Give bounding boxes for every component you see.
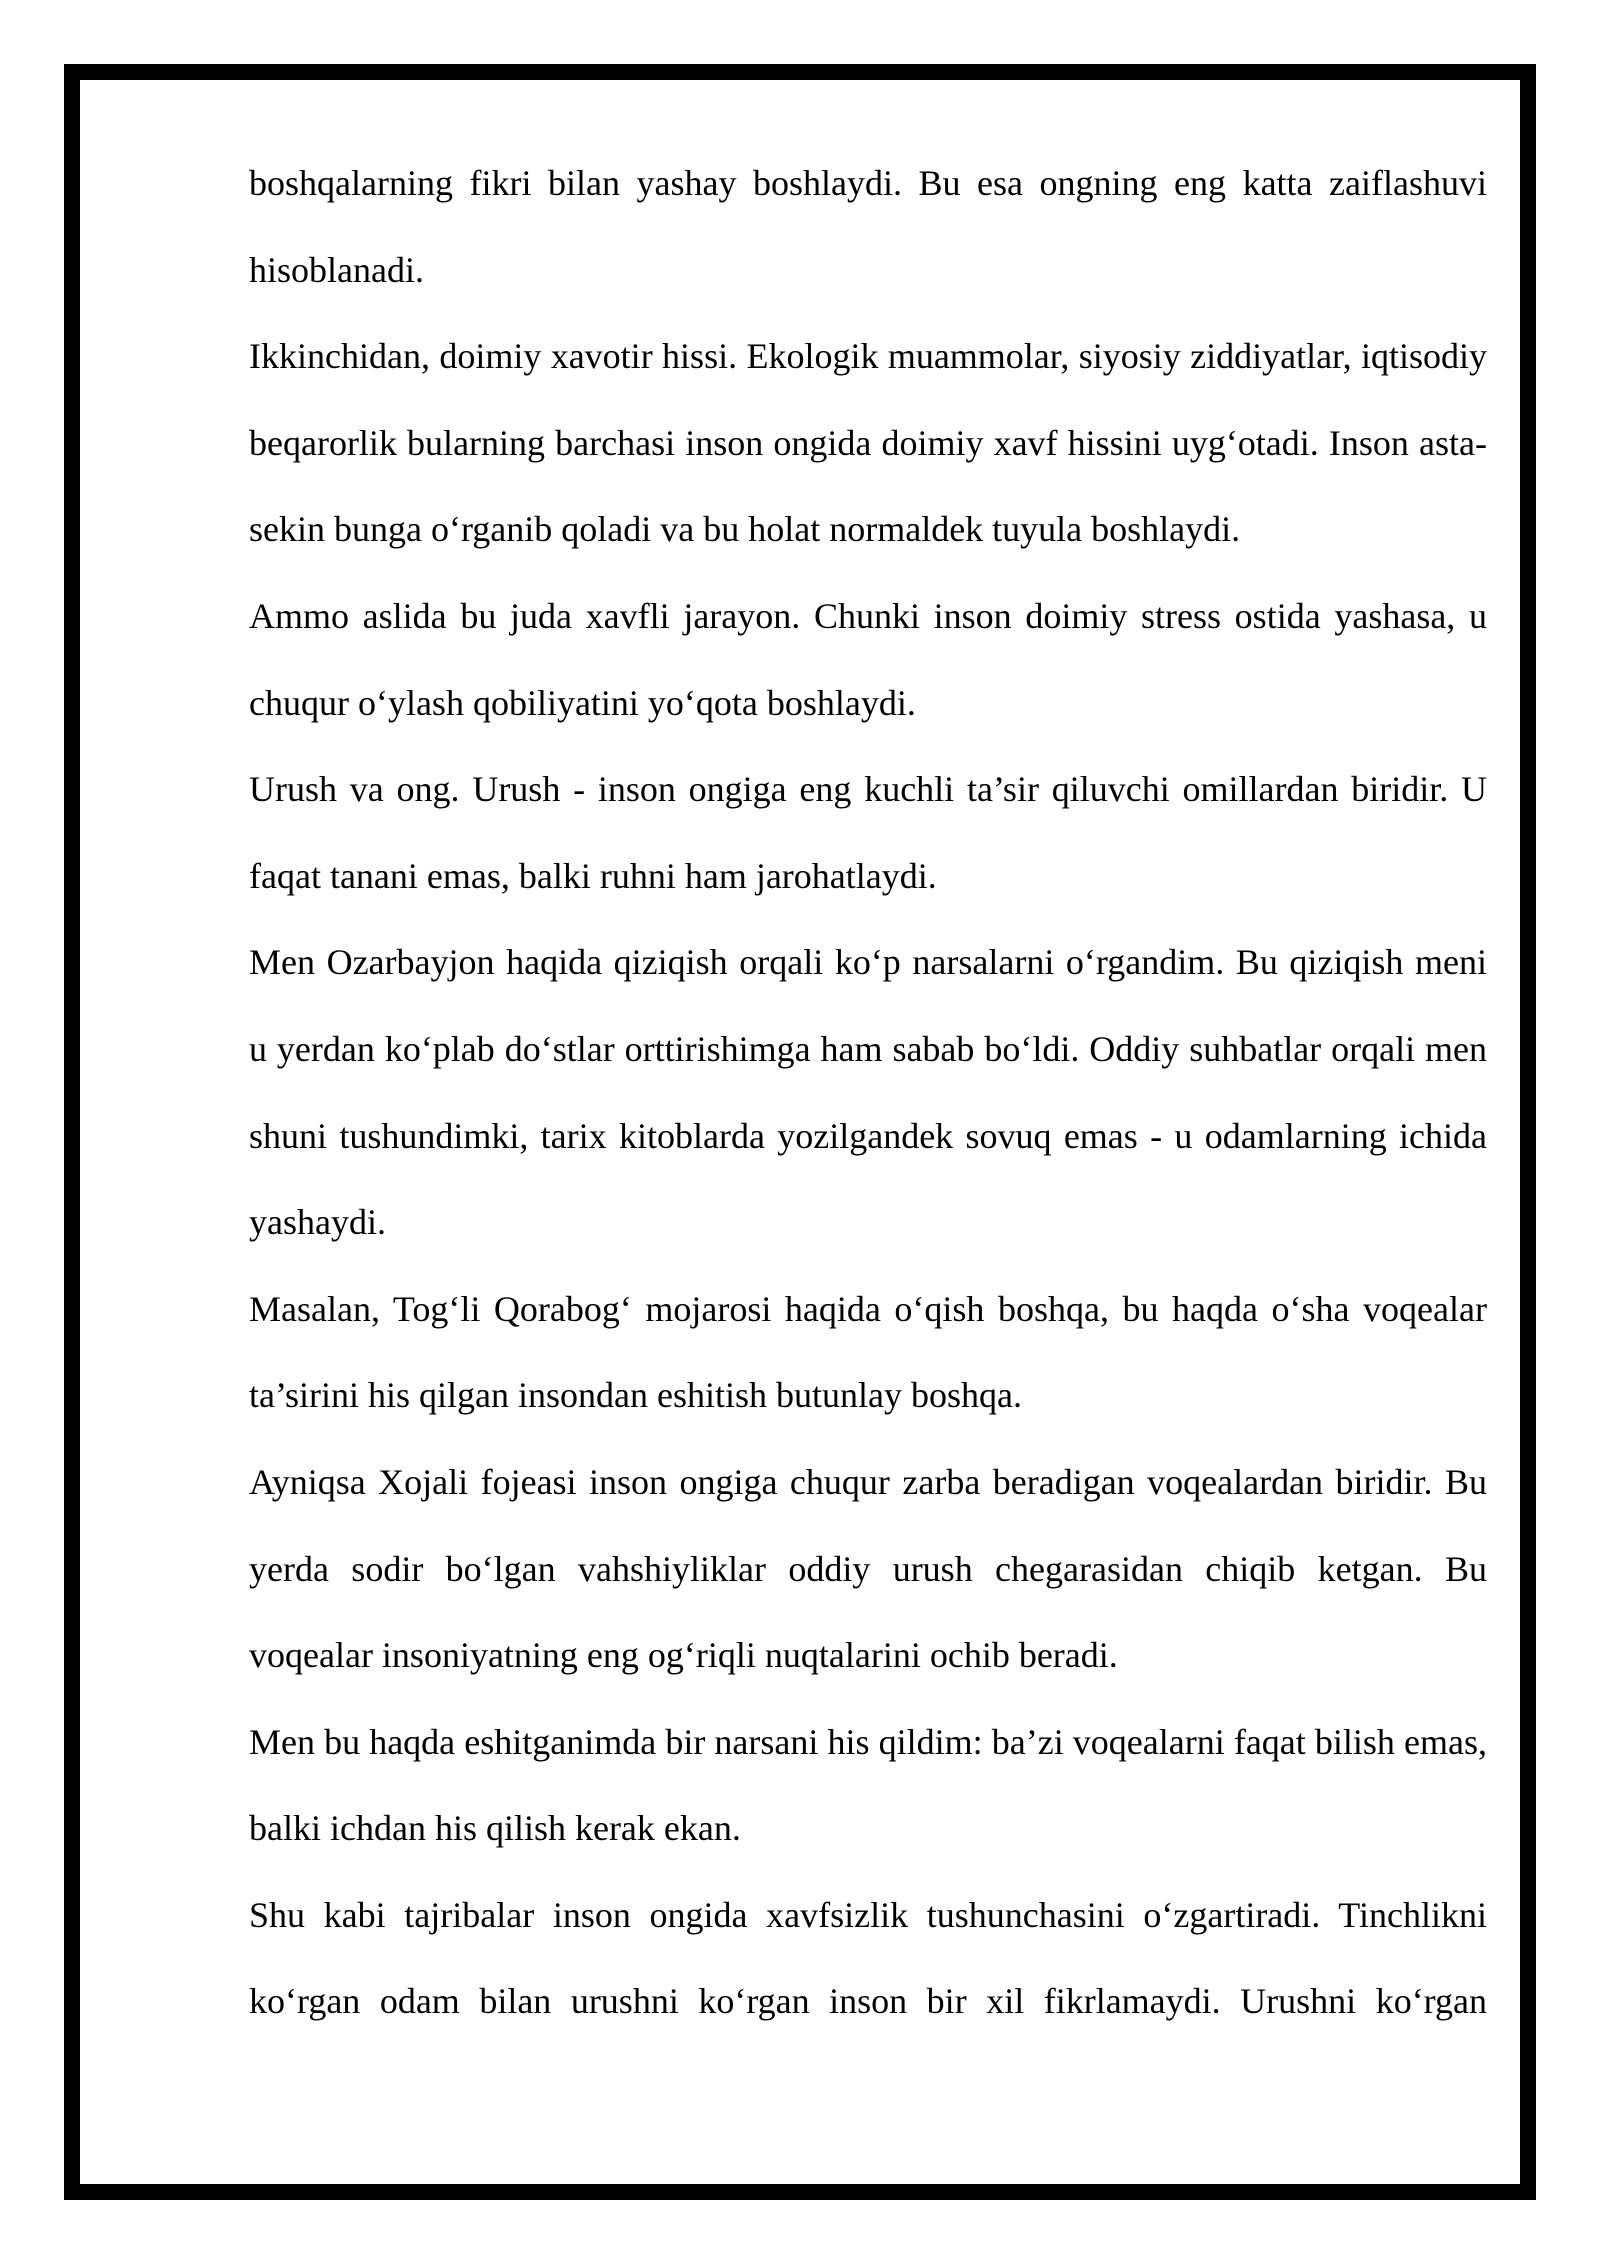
- paragraph: Urush va ong. Urush - inson ongiga eng kuchli ta’sir qiluvchi omillardan biridir. U faqat tanani emas, balki ruhni ham jarohatlaydi.: [249, 769, 1487, 896]
- paragraph: boshqalarning fikri bilan yashay boshlaydi. Bu esa ongning eng katta zaiflashuvi hisoblanadi.: [249, 163, 1487, 290]
- document-body: [249, 140, 1487, 2045]
- paragraph: Men Ozarbayjon haqida qiziqish orqali ko‘p narsalarni o‘rgandim. Bu qiziqish meni u yerdan ko‘plab do‘stlar orttirishimga ham sabab bo‘ldi. Oddiy suhbatlar orqali men shuni tushundimki, tarix kitoblarda yozilgandek sovuq emas - u odamlarning ichida yashaydi.: [249, 942, 1487, 1243]
- paragraph: Ayniqsa Xojali fojeasi inson ongiga chuqur zarba beradigan voqealardan biridir. Bu yerda sodir bo‘lgan vahshiyliklar oddiy urush chegarasidan chiqib ketgan. Bu voqealar insoniyatning eng og‘riqli nuqtalarini ochib beradi.: [249, 1461, 1487, 1676]
- paragraph: Ammo aslida bu juda xavfli jarayon. Chunki inson doimiy stress ostida yashasa, u chuqur o‘ylash qobiliyatini yo‘qota boshlaydi.: [249, 595, 1487, 723]
- paragraph: Shu kabi tajribalar inson ongida xavfsizlik tushunchasini o‘zgartiradi. Tinchlikni ko‘rgan odam bilan urushni ko‘rgan inson bir xil fikrlamaydi. Urushni ko‘rgan: [249, 1894, 1487, 2022]
- paragraph: Ikkinchidan, doimiy xavotir hissi. Ekologik muammolar, siyosiy ziddiyatlar, iqtisodiy beqarorlik bularning barchasi inson ongida doimiy xavf hissini uyg‘otadi. Inson asta-sekin bunga o‘rganib qoladi va bu holat normaldek tuyula boshlaydi.: [249, 336, 1487, 550]
- paragraph: Men bu haqda eshitganimda bir narsani his qildim: ba’zi voqealarni faqat bilish emas, balki ichdan his qilish kerak ekan.: [249, 1721, 1487, 1849]
- paragraph: Masalan, Tog‘li Qorabog‘ mojarosi haqida o‘qish boshqa, bu haqda o‘sha voqealar ta’sirini his qilgan insondan eshitish butunlay boshqa.: [249, 1288, 1487, 1416]
